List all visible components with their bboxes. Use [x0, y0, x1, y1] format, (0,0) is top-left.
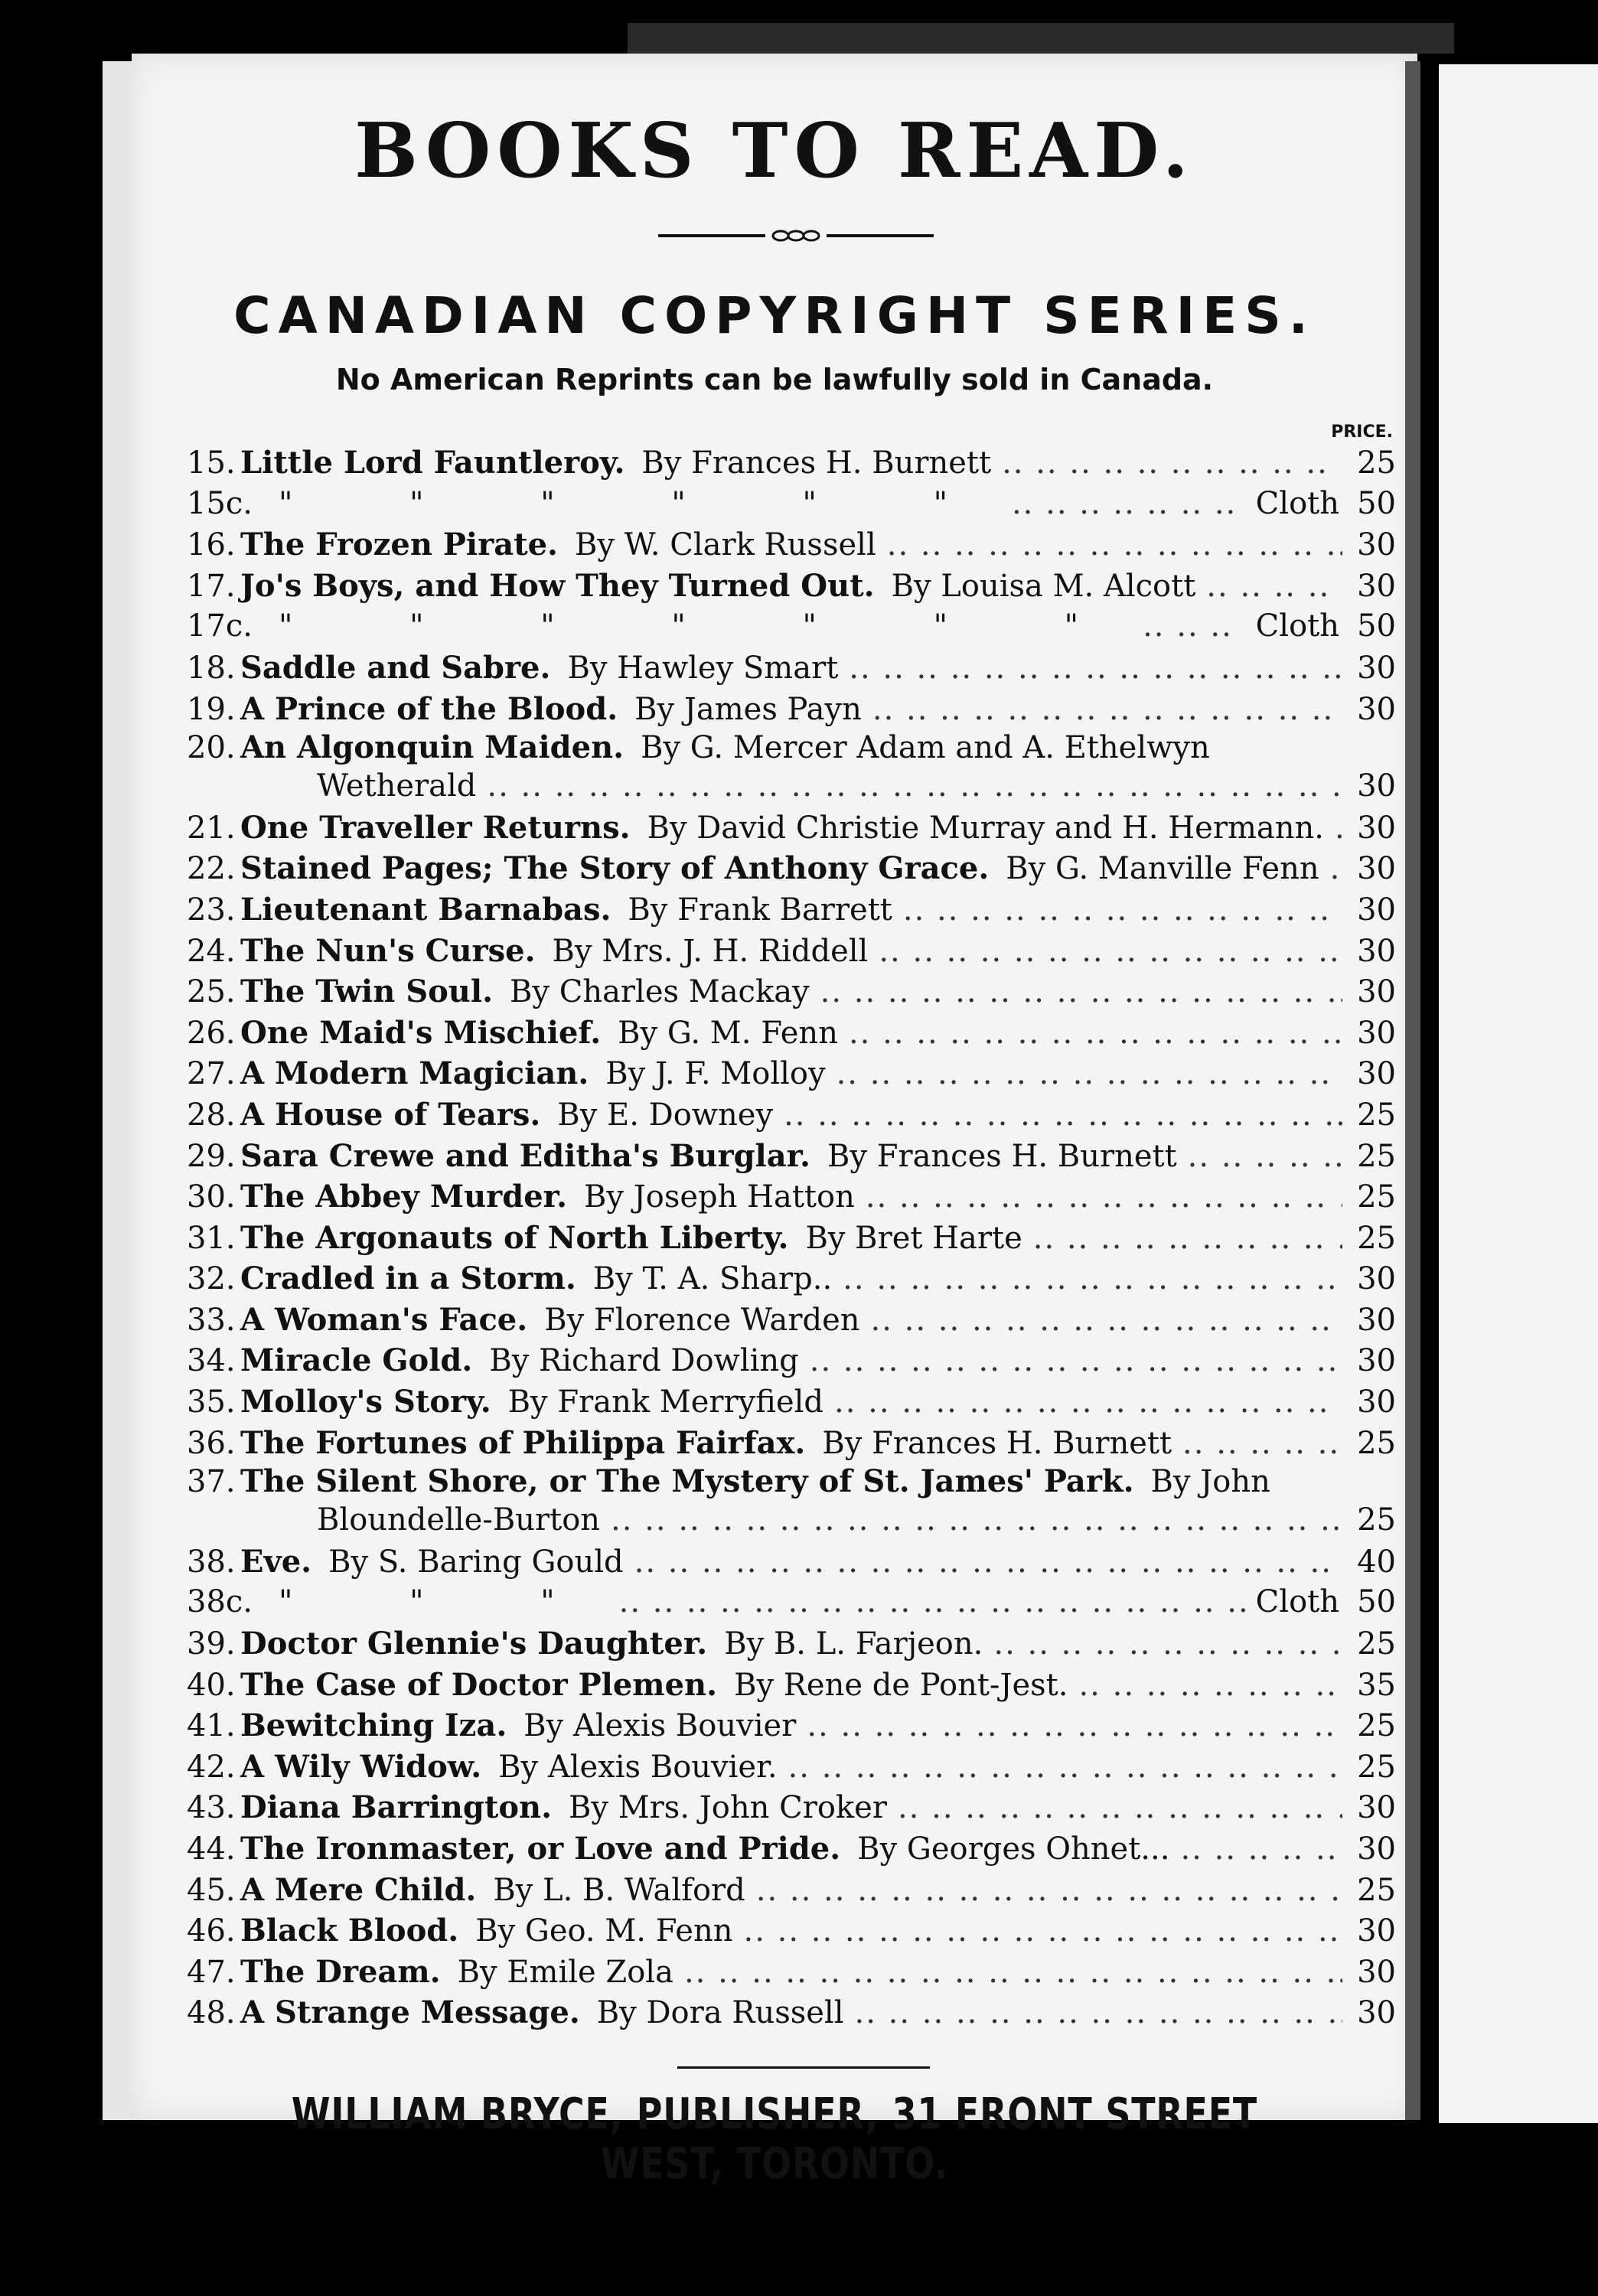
book-entry: [187, 1053, 1396, 1094]
book-title: Diana Barrington.: [240, 1789, 553, 1826]
book-price: 50: [1357, 1584, 1396, 1620]
book-number: 26.: [187, 1015, 236, 1051]
book-entry: [187, 807, 1396, 849]
dot-leader: [1188, 1137, 1342, 1178]
book-title: The Fortunes of Philippa Fairfax.: [240, 1424, 806, 1461]
book-price: 30: [1357, 691, 1396, 727]
book-author: By Emile Zola: [457, 1954, 673, 1990]
book-number: 34.: [187, 1343, 236, 1379]
book-price: 50: [1357, 608, 1396, 644]
book-price: 25: [1357, 445, 1396, 481]
book-price: 30: [1357, 933, 1396, 969]
dot-leader: [743, 1911, 1342, 1952]
book-number: 16.: [187, 527, 236, 563]
book-title: Eve.: [240, 1543, 312, 1580]
dot-leader: [1182, 1424, 1342, 1465]
book-author: By G. Manville Fenn: [1006, 851, 1319, 887]
book-number: 22.: [187, 851, 236, 887]
book-price: 30: [1357, 974, 1396, 1010]
dot-leader: [849, 648, 1342, 690]
dot-leader: [1078, 1665, 1342, 1707]
binding-label: Cloth: [1255, 608, 1339, 644]
dot-leader: [866, 1177, 1342, 1218]
book-entry: [187, 1828, 1396, 1870]
book-entry: [187, 1582, 1396, 1623]
book-author: By J. F. Molloy: [605, 1056, 826, 1092]
book-entry: [187, 1094, 1396, 1136]
book-number: 33.: [187, 1302, 236, 1338]
price-column-header: PRICE.: [1331, 422, 1393, 442]
book-author: By Mrs. John Croker: [569, 1790, 887, 1826]
book-entry: [187, 1381, 1396, 1423]
book-author: By Joseph Hatton: [584, 1179, 855, 1215]
book-price: 25: [1357, 1626, 1396, 1662]
book-title: A Modern Magician.: [240, 1055, 589, 1092]
book-author: By Dora Russell: [596, 1995, 844, 2031]
book-author: By John: [1150, 1464, 1270, 1500]
book-entry: [187, 1541, 1396, 1583]
book-price: 25: [1357, 1138, 1396, 1174]
publisher-footer: WILLIAM BRYCE, PUBLISHER, 31 FRONT STREET WEST, TORONTO.: [291, 2089, 1258, 2189]
book-author: By Frances H. Burnett: [827, 1138, 1177, 1174]
ditto-marks: " " " " " " ": [279, 608, 1133, 644]
book-price: 30: [1357, 568, 1396, 604]
book-number: 32.: [187, 1261, 236, 1297]
book-number: 31.: [187, 1220, 236, 1256]
book-entry: [187, 566, 1396, 607]
dot-leader: [903, 890, 1342, 931]
book-price: 25: [1357, 1097, 1396, 1133]
book-entry: [187, 1787, 1396, 1828]
book-author: By W. Clark Russell: [574, 527, 876, 563]
dot-leader: [684, 1952, 1342, 1994]
book-entry: [187, 1870, 1396, 1911]
dot-leader: [887, 525, 1342, 566]
dot-leader: [871, 1300, 1342, 1342]
book-price: 30: [1357, 1954, 1396, 1990]
book-number: 21.: [187, 810, 236, 846]
book-author: By David Christie Murray and H. Hermann.: [647, 810, 1324, 846]
book-entry: [187, 1746, 1396, 1788]
book-number: 36.: [187, 1425, 236, 1461]
book-number: 27.: [187, 1056, 236, 1092]
dot-leader: [784, 1095, 1342, 1137]
page-title: BOOKS TO READ.: [354, 107, 1195, 195]
facing-page: [1439, 64, 1598, 2123]
book-title: Little Lord Fauntleroy.: [240, 445, 625, 481]
book-entry: [187, 442, 1396, 484]
book-entry: [187, 1423, 1396, 1464]
book-price: 50: [1357, 485, 1396, 521]
book-entry: [187, 689, 1396, 730]
book-entry: [187, 729, 1396, 766]
top-edge-strip: [628, 23, 1454, 54]
ornament-divider-icon: [658, 227, 934, 245]
dot-leader: [611, 1500, 1342, 1541]
dot-leader: [1330, 849, 1342, 890]
book-author: By Rene de Pont-Jest.: [734, 1667, 1068, 1703]
book-entry: [187, 1665, 1396, 1706]
book-entry: [187, 1136, 1396, 1177]
book-title: Cradled in a Storm.: [240, 1261, 576, 1297]
book-title: A Prince of the Blood.: [240, 690, 618, 727]
book-price: 30: [1357, 1384, 1396, 1420]
book-price: 30: [1357, 1995, 1396, 2031]
book-entry: [187, 1952, 1396, 1993]
book-title: A House of Tears.: [240, 1096, 541, 1133]
book-list: [187, 442, 1396, 2033]
book-number: 41.: [187, 1708, 236, 1744]
book-author: By Bret Harte: [805, 1220, 1022, 1256]
book-entry: [187, 606, 1396, 647]
dot-leader: [1002, 443, 1342, 484]
book-number: 17.: [187, 568, 236, 604]
dot-leader: [855, 1993, 1342, 2034]
book-title: Miracle Gold.: [240, 1342, 473, 1379]
book-author: By L. B. Walford: [493, 1872, 745, 1908]
book-author: By Frank Barrett: [628, 892, 892, 928]
book-entry: [187, 1992, 1396, 2033]
book-author: By T. A. Sharp..: [592, 1261, 833, 1297]
book-author: By Frances H. Burnett: [641, 445, 992, 481]
dot-leader: [879, 931, 1342, 973]
dot-leader: [1143, 606, 1245, 647]
book-entry: [187, 931, 1396, 972]
book-author: By Georges Ohnet...: [857, 1831, 1170, 1867]
book-author-continued: Wetherald: [317, 768, 477, 804]
book-entry: [187, 1340, 1396, 1381]
book-entry: [187, 524, 1396, 566]
book-price: 30: [1357, 1913, 1396, 1949]
dot-leader: [993, 1624, 1342, 1665]
dot-leader: [1206, 566, 1342, 608]
book-number: 45.: [187, 1872, 236, 1908]
book-number: 15.: [187, 445, 236, 481]
book-title: The Argonauts of North Liberty.: [240, 1219, 789, 1256]
book-entry: [187, 1013, 1396, 1054]
book-number: 47.: [187, 1954, 236, 1990]
book-author: By Richard Dowling: [489, 1343, 799, 1379]
book-price: 25: [1357, 1220, 1396, 1256]
binding-label: Cloth: [1255, 1584, 1339, 1620]
book-title: The Ironmaster, or Love and Pride.: [240, 1831, 841, 1867]
book-number: 20.: [187, 730, 236, 766]
book-author: By G. Mercer Adam and A. Ethelwyn: [641, 730, 1210, 766]
book-title: The Twin Soul.: [240, 974, 493, 1010]
book-author: By James Payn: [634, 691, 862, 727]
book-number: 30.: [187, 1179, 236, 1215]
dot-leader: [849, 1013, 1342, 1055]
dot-leader: [1335, 808, 1342, 850]
dot-leader: [820, 972, 1342, 1013]
book-number: 28.: [187, 1097, 236, 1133]
book-author: By S. Baring Gould: [328, 1544, 624, 1580]
footer-rule: [677, 2066, 930, 2069]
book-title: Black Blood.: [240, 1913, 459, 1949]
book-number: 48.: [187, 1995, 236, 2031]
page-left-edge: [103, 61, 133, 2120]
book-price: 40: [1357, 1544, 1396, 1580]
dot-leader: [487, 766, 1342, 807]
book-title: Stained Pages; The Story of Anthony Grace.: [240, 850, 990, 887]
book-number: 39.: [187, 1626, 236, 1662]
book-author: By Charles Mackay: [510, 974, 810, 1010]
dot-leader: [810, 1341, 1342, 1382]
binding-label: Cloth: [1255, 485, 1339, 521]
series-heading: CANADIAN COPYRIGHT SERIES.: [233, 286, 1316, 345]
book-entry: [187, 1705, 1396, 1746]
book-price: 30: [1357, 851, 1396, 887]
book-number: 24.: [187, 933, 236, 969]
dot-leader: [834, 1382, 1342, 1424]
series-subtitle: No American Reprints can be lawfully sold in Canada.: [335, 363, 1214, 396]
book-title: One Maid's Mischief.: [240, 1014, 602, 1051]
book-entry: [187, 971, 1396, 1013]
book-title: A Wily Widow.: [240, 1748, 482, 1785]
book-price: 30: [1357, 1343, 1396, 1379]
book-number: 23.: [187, 892, 236, 928]
book-author: By Mrs. J. H. Riddell: [552, 933, 869, 969]
book-entry-continuation: [187, 766, 1396, 807]
ditto-marks: " " " " " ": [279, 485, 1001, 521]
dot-leader: [788, 1747, 1342, 1789]
book-number: 38.: [187, 1544, 236, 1580]
book-title: Doctor Glennie's Daughter.: [240, 1626, 708, 1662]
book-title: An Algonquin Maiden.: [240, 729, 625, 766]
dot-leader: [1180, 1829, 1342, 1870]
book-author: By Geo. M. Fenn: [475, 1913, 733, 1949]
book-author: By Florence Warden: [544, 1302, 860, 1338]
book-price: 30: [1357, 650, 1396, 686]
book-price: 30: [1357, 527, 1396, 563]
dot-leader: [619, 1582, 1245, 1623]
book-title: A Mere Child.: [240, 1871, 477, 1908]
book-price: 35: [1357, 1667, 1396, 1703]
book-price: 30: [1357, 1261, 1396, 1297]
book-number: 38c.: [187, 1584, 253, 1620]
book-title: Saddle and Sabre.: [240, 649, 551, 686]
book-author: By Alexis Bouvier.: [498, 1749, 778, 1785]
book-number: 43.: [187, 1790, 236, 1826]
book-author: By B. L. Farjeon.: [724, 1626, 983, 1662]
book-title: The Dream.: [240, 1953, 441, 1990]
book-title: The Frozen Pirate.: [240, 527, 558, 563]
book-number: 40.: [187, 1667, 236, 1703]
book-entry: [187, 848, 1396, 889]
book-title: The Case of Doctor Plemen.: [240, 1666, 718, 1703]
dot-leader: [898, 1788, 1342, 1829]
dot-leader: [634, 1542, 1342, 1583]
book-price: 25: [1357, 1872, 1396, 1908]
book-number: 37.: [187, 1464, 236, 1500]
book-entry: [187, 647, 1396, 689]
book-entry: [187, 889, 1396, 931]
book-price: 30: [1357, 1015, 1396, 1051]
book-author: By E. Downey: [557, 1097, 774, 1133]
book-title: A Woman's Face.: [240, 1301, 528, 1338]
book-price: 30: [1357, 1056, 1396, 1092]
book-title: Bewitching Iza.: [240, 1707, 507, 1744]
book-number: 46.: [187, 1913, 236, 1949]
book-title: Sara Crewe and Editha's Burglar.: [240, 1137, 810, 1174]
book-entry: [187, 1463, 1396, 1500]
book-price: 25: [1357, 1179, 1396, 1215]
book-price: 30: [1357, 768, 1396, 804]
book-number: 19.: [187, 691, 236, 727]
book-author: By Alexis Bouvier: [523, 1708, 797, 1744]
book-title: Molloy's Story.: [240, 1384, 491, 1420]
dot-leader: [872, 690, 1342, 731]
book-entry: [187, 1910, 1396, 1952]
book-price: 25: [1357, 1749, 1396, 1785]
book-title: One Traveller Returns.: [240, 809, 631, 846]
book-number: 44.: [187, 1831, 236, 1867]
book-price: 25: [1357, 1502, 1396, 1538]
dot-leader: [756, 1870, 1342, 1912]
book-number: 35.: [187, 1384, 236, 1420]
book-author: By Louisa M. Alcott: [891, 568, 1196, 604]
book-title: Lieutenant Barnabas.: [240, 891, 611, 928]
book-title: The Abbey Murder.: [240, 1179, 567, 1215]
dot-leader: [837, 1054, 1342, 1095]
book-number: 42.: [187, 1749, 236, 1785]
dot-leader: [807, 1706, 1342, 1747]
dot-leader: [843, 1259, 1342, 1300]
book-number: 29.: [187, 1138, 236, 1174]
dot-leader: [1033, 1218, 1342, 1260]
book-price: 30: [1357, 892, 1396, 928]
book-author: By Frank Merryfield: [507, 1384, 824, 1420]
book-price: 30: [1357, 1302, 1396, 1338]
book-title: The Nun's Curse.: [240, 932, 536, 969]
book-number: 25.: [187, 974, 236, 1010]
book-author-continued: Bloundelle-Burton: [317, 1502, 601, 1538]
dot-leader: [1012, 484, 1245, 525]
book-price: 30: [1357, 1831, 1396, 1867]
book-entry: [187, 1623, 1396, 1665]
book-entry: [187, 1258, 1396, 1300]
book-number: 17c.: [187, 608, 253, 644]
book-entry: [187, 1218, 1396, 1259]
book-author: By Frances H. Burnett: [822, 1425, 1172, 1461]
book-title: Jo's Boys, and How They Turned Out.: [240, 567, 875, 604]
book-price: 25: [1357, 1708, 1396, 1744]
book-price: 25: [1357, 1425, 1396, 1461]
book-number: 18.: [187, 650, 236, 686]
book-entry: [187, 1176, 1396, 1218]
book-title: The Silent Shore, or The Mystery of St. James' Park.: [240, 1463, 1134, 1500]
book-author: By Hawley Smart: [567, 650, 839, 686]
book-entry-continuation: [187, 1500, 1396, 1541]
book-entry: [187, 484, 1396, 525]
book-author: By G. M. Fenn: [618, 1015, 838, 1051]
book-number: 15c.: [187, 485, 253, 521]
book-title: A Strange Message.: [240, 1994, 580, 2031]
book-price: 30: [1357, 810, 1396, 846]
book-entry: [187, 1300, 1396, 1341]
ditto-marks: " " ": [279, 1584, 608, 1620]
book-price: 30: [1357, 1790, 1396, 1826]
